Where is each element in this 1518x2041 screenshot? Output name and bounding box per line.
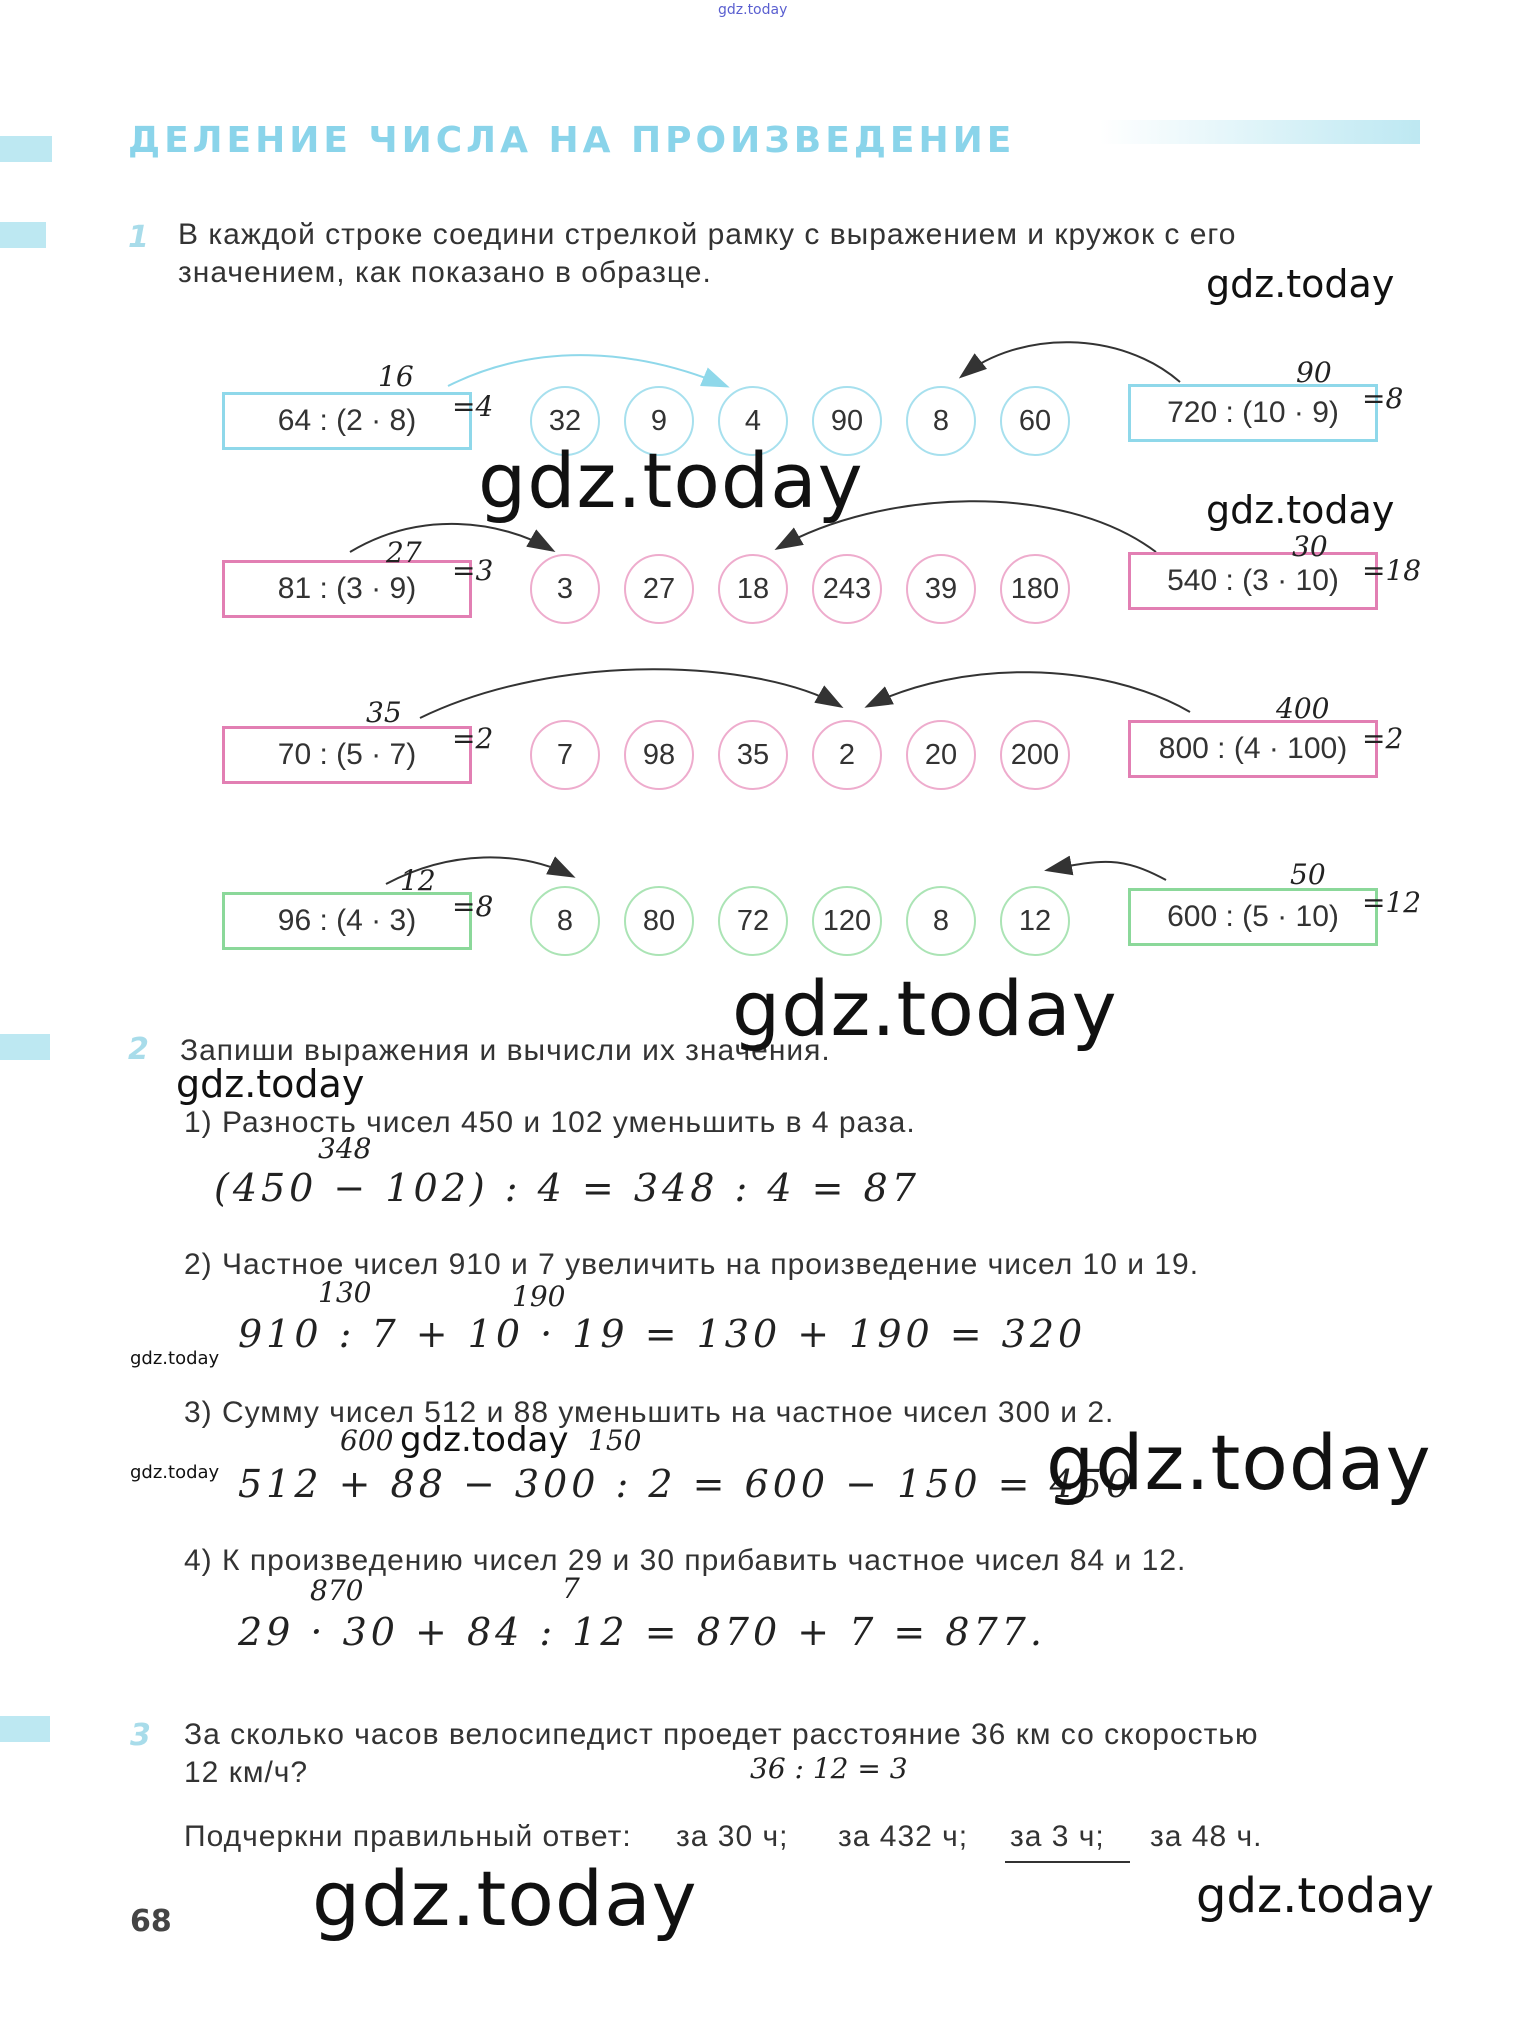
- expression-box: 540 : (3 · 10): [1128, 552, 1378, 610]
- expression-box: 720 : (10 · 9): [1128, 384, 1378, 442]
- value-circle: 8: [906, 886, 976, 956]
- handwritten-answer: =3: [452, 554, 494, 587]
- value-circle: 243: [812, 554, 882, 624]
- arrow: [420, 669, 840, 718]
- arrow: [350, 524, 552, 552]
- expression-box: 64 : (2 · 8): [222, 392, 472, 450]
- value-circle: 80: [624, 886, 694, 956]
- value-circle: 3: [530, 554, 600, 624]
- arrow: [962, 342, 1180, 382]
- watermark: gdz.today: [312, 1854, 698, 1943]
- value-circle: 120: [812, 886, 882, 956]
- handwritten-solution: (450 − 102) : 4 = 348 : 4 = 87: [214, 1166, 920, 1210]
- value-circle: 39: [906, 554, 976, 624]
- value-circle: 90: [812, 386, 882, 456]
- handwritten-answer: =12: [1362, 886, 1422, 919]
- value-circle: 180: [1000, 554, 1070, 624]
- task-text: 12 км/ч?: [184, 1756, 309, 1789]
- handwritten-note: 7: [562, 1572, 580, 1605]
- task-number: 3: [130, 1718, 151, 1753]
- value-circle: 2: [812, 720, 882, 790]
- task-text: значением, как показано в образце.: [178, 256, 712, 289]
- handwritten-note: 130: [318, 1276, 372, 1309]
- handwritten-note: 27: [386, 536, 422, 569]
- handwritten-answer: =8: [1362, 382, 1404, 415]
- expression-box: 800 : (4 · 100): [1128, 720, 1378, 778]
- sample-arrow: [448, 355, 726, 386]
- handwritten-note: 870: [310, 1574, 364, 1607]
- handwritten-answer: =8: [452, 890, 494, 923]
- handwritten-answer: =18: [1362, 554, 1422, 587]
- question-text: 1) Разность чисел 450 и 102 уменьшить в 4 раза.: [184, 1106, 916, 1139]
- handwritten-note: 400: [1276, 692, 1330, 725]
- watermark: gdz.today: [478, 436, 864, 525]
- value-circle: 20: [906, 720, 976, 790]
- arrow: [868, 672, 1190, 712]
- handwritten-note: 600: [340, 1424, 394, 1457]
- handwritten-solution: 36 : 12 = 3: [750, 1752, 908, 1785]
- page-number: 68: [130, 1904, 172, 1939]
- expression-box: 96 : (4 · 3): [222, 892, 472, 950]
- value-circle: 35: [718, 720, 788, 790]
- handwritten-solution: 29 · 30 + 84 : 12 = 870 + 7 = 877.: [238, 1610, 1046, 1654]
- handwritten-note: 16: [378, 360, 414, 393]
- handwritten-note: 30: [1292, 530, 1328, 563]
- watermark: gdz.today: [1196, 1868, 1434, 1924]
- watermark: gdz.today: [130, 1348, 220, 1369]
- value-circle: 60: [1000, 386, 1070, 456]
- task-text: Запиши выражения и вычисли их значения.: [180, 1034, 831, 1067]
- watermark: gdz.today: [1206, 262, 1395, 306]
- handwritten-note: 150: [588, 1424, 642, 1457]
- value-circle: 8: [530, 886, 600, 956]
- value-circle: 72: [718, 886, 788, 956]
- task-number: 2: [128, 1032, 149, 1067]
- watermark: gdz.today: [1206, 488, 1395, 532]
- value-circle: 18: [718, 554, 788, 624]
- answer-option-correct: за 3 ч;: [1010, 1820, 1105, 1853]
- answer-option: за 48 ч.: [1150, 1820, 1263, 1853]
- question-text: 4) К произведению чисел 29 и 30 прибавить частное чисел 84 и 12.: [184, 1544, 1187, 1577]
- watermark: gdz.today: [400, 1420, 569, 1460]
- handwritten-solution: 512 + 88 − 300 : 2 = 600 − 150 = 450: [238, 1462, 1135, 1506]
- watermark: gdz.today: [130, 1462, 220, 1483]
- value-circle: 4: [718, 386, 788, 456]
- value-circle: 9: [624, 386, 694, 456]
- handwritten-answer: =4: [452, 390, 494, 423]
- expression-box: 81 : (3 · 9): [222, 560, 472, 618]
- answer-prompt: Подчеркни правильный ответ:: [184, 1820, 632, 1853]
- page-title: ДЕЛЕНИЕ ЧИСЛА НА ПРОИЗВЕДЕНИЕ: [128, 120, 1016, 161]
- answer-option: за 30 ч;: [676, 1820, 789, 1853]
- value-circle: 27: [624, 554, 694, 624]
- value-circle: 7: [530, 720, 600, 790]
- task-number: 1: [128, 220, 149, 255]
- watermark: gdz.today: [1046, 1418, 1432, 1507]
- task-text: В каждой строке соедини стрелкой рамку с выражением и кружок с его: [178, 218, 1237, 251]
- handwritten-note: 90: [1296, 356, 1332, 389]
- value-circle: 12: [1000, 886, 1070, 956]
- watermark: gdz.today: [176, 1062, 365, 1106]
- question-text: 2) Частное чисел 910 и 7 увеличить на произведение чисел 10 и 19.: [184, 1248, 1200, 1281]
- value-circle: 32: [530, 386, 600, 456]
- expression-box: 600 : (5 · 10): [1128, 888, 1378, 946]
- arrow: [1048, 862, 1166, 880]
- answer-option: за 432 ч;: [838, 1820, 969, 1853]
- value-circle: 8: [906, 386, 976, 456]
- watermark: gdz.today: [732, 964, 1118, 1053]
- handwritten-note: 348: [318, 1132, 372, 1165]
- handwritten-note: 50: [1290, 858, 1326, 891]
- handwritten-answer: =2: [452, 722, 494, 755]
- handwritten-note: 190: [512, 1280, 566, 1313]
- expression-box: 70 : (5 · 7): [222, 726, 472, 784]
- watermark-top: gdz.today: [718, 2, 788, 18]
- handwritten-answer: =2: [1362, 722, 1404, 755]
- task-text: За сколько часов велосипедист проедет расстояние 36 км со скоростью: [184, 1718, 1259, 1751]
- value-circle: 200: [1000, 720, 1070, 790]
- handwritten-solution: 910 : 7 + 10 · 19 = 130 + 190 = 320: [238, 1312, 1087, 1356]
- handwritten-note: 12: [400, 864, 436, 897]
- value-circle: 98: [624, 720, 694, 790]
- handwritten-note: 35: [366, 696, 402, 729]
- question-text: 3) Сумму чисел 512 и 88 уменьшить на частное чисел 300 и 2.: [184, 1396, 1115, 1429]
